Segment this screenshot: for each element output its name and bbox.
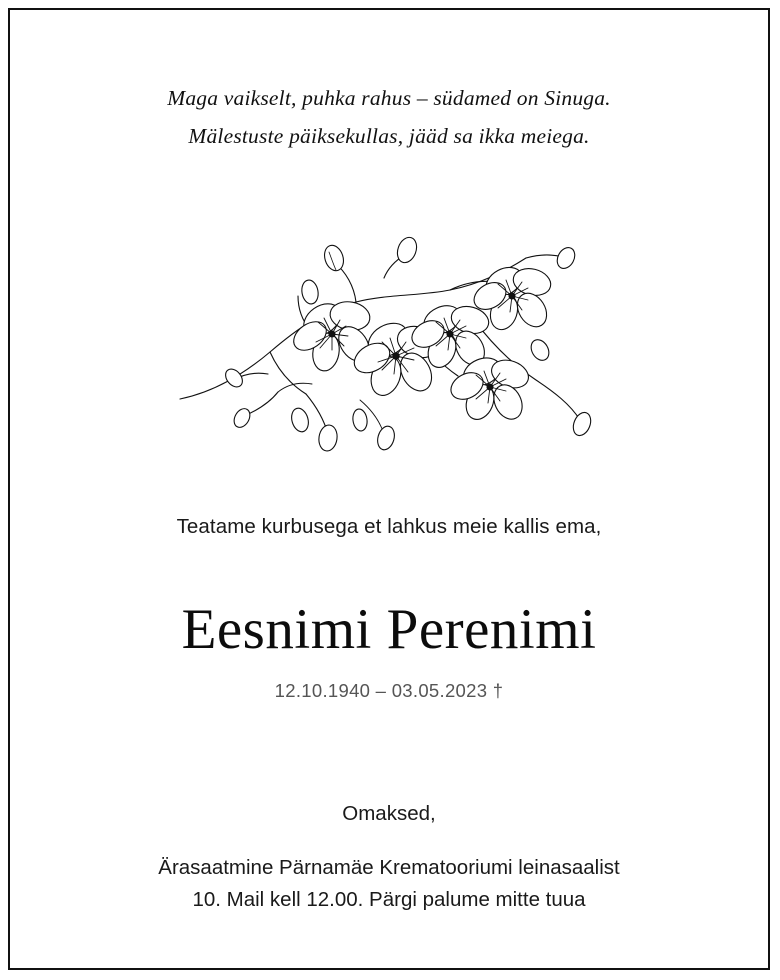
- verse-block: [167, 80, 611, 155]
- verse-line-2: Mälestuste päiksekullas, jääd sa ikka meiega.: [188, 123, 590, 148]
- deceased-name: Eesnimi Perenimi: [181, 598, 597, 662]
- cherry-blossom-branch-line-drawing-icon: [169, 221, 609, 471]
- memorial-card: [8, 8, 770, 970]
- life-dates: 12.10.1940 – 03.05.2023 †: [274, 680, 504, 702]
- announcement-text: Teatame kurbusega et lahkus meie kallis ema,: [176, 515, 602, 539]
- footer-block: [158, 802, 619, 916]
- service-details-line-2: 10. Mail kell 12.00. Pärgi palume mitte tuua: [192, 888, 586, 912]
- from-line: Omaksed,: [342, 802, 436, 826]
- verse-line-1: Maga vaikselt, puhka rahus – südamed on Sinuga.: [167, 86, 611, 110]
- service-details: [158, 852, 619, 916]
- service-details-line-1: Ärasaatmine Pärnamäe Krematooriumi leinasaalist: [158, 856, 620, 880]
